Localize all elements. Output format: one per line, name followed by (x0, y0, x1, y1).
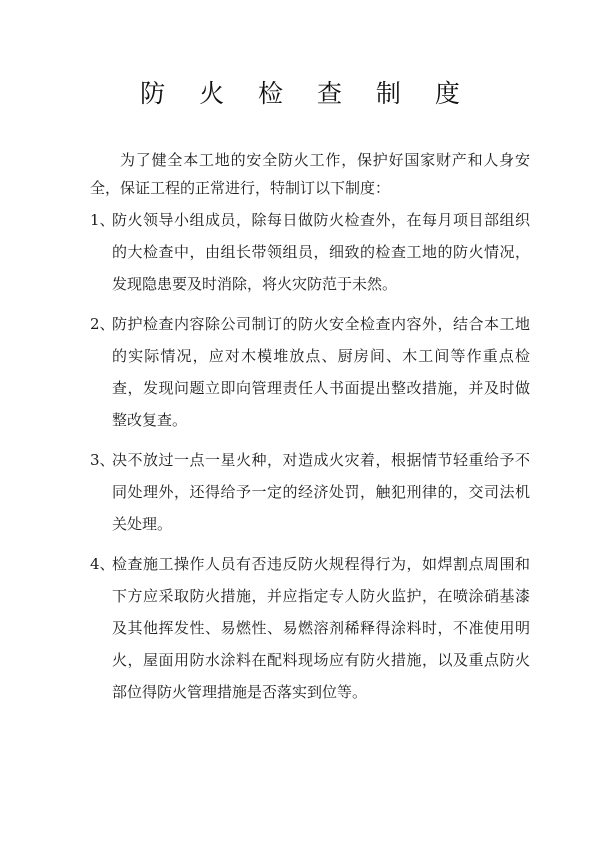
rule-number: 4、 (90, 555, 115, 573)
rule-number: 3、 (90, 451, 115, 469)
rule-text: 防火领导小组成员，除每日做防火检查外，在每月项目部组织的大检查中，由组长带领组员，细致的检查工地的防火情况，发现隐患要及时消除，将火灾防范于未然。 (112, 211, 530, 293)
intro-paragraph: 为了健全本工地的安全防火工作，保护好国家财产和人身安全，保证工程的正常进行，特制订以下制度： (90, 151, 530, 197)
rule-text: 检查施工操作人员有否违反防火规程得行为，如焊割点周围和下方应采取防火措施，并应指定专人防火监护，在喷涂硝基漆及其他挥发性、易燃性、易燃溶剂稀释得涂料时，不准使用明火，屋面用防水涂料在配料现场应有防火措施，以及重点防火部位得防火管理措施是否落实到位等。 (112, 555, 530, 701)
document-title: 防 火 检 查 制 度 (140, 79, 473, 108)
rule-item-2 (90, 308, 530, 436)
rules-list (90, 204, 530, 716)
rule-item-1 (90, 204, 530, 300)
rule-text: 决不放过一点一星火种，对造成火灾着，根据情节轻重给予不同处理外，还得给予一定的经济处罚，触犯刑律的，交司法机关处理。 (112, 451, 530, 533)
rule-item-3 (90, 444, 530, 540)
rule-item-4 (90, 548, 530, 708)
rule-number: 2、 (90, 315, 115, 333)
rule-number: 1、 (90, 211, 115, 229)
rule-text: 防护检查内容除公司制订的防火安全检查内容外，结合本工地的实际情况，应对木模堆放点、厨房间、木工间等作重点检查，发现问题立即向管理责任人书面提出整改措施，并及时做整改复查。 (112, 315, 530, 429)
